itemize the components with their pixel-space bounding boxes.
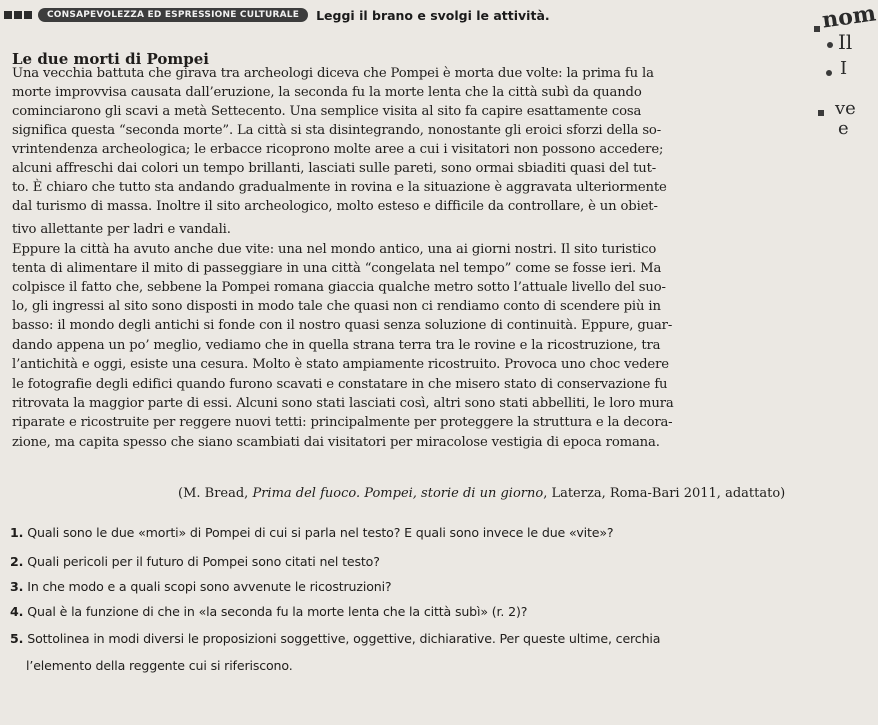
question-item bbox=[10, 604, 527, 619]
margin-fragment: e bbox=[838, 118, 849, 139]
article-line: to. È chiaro che tutto sta andando gradualmente in rovina e la situazione è aggravata ulteriormente bbox=[12, 180, 667, 195]
citation-author: (M. Bread, bbox=[178, 486, 253, 501]
header-squares-icon bbox=[4, 11, 32, 19]
article-line: significa questa “seconda morte”. La città si sta disintegrando, nonostante gli eroici sforzi della so- bbox=[12, 123, 662, 138]
article-line: zione, ma capita spesso che siano scambiati dai visitatori per miracolose vestigia di epoca romana. bbox=[12, 435, 660, 450]
margin-fragment: Il bbox=[838, 30, 853, 54]
article-line: tenta di alimentare il mito di passeggiare in una città “congelata nel tempo” come se fosse ieri. Ma bbox=[12, 261, 662, 276]
margin-dot-icon bbox=[827, 42, 833, 48]
citation-book-title: Prima del fuoco. Pompei, storie di un giorno bbox=[252, 486, 544, 501]
question-continuation bbox=[26, 658, 293, 673]
question-number: 3. bbox=[10, 579, 24, 594]
exercise-header bbox=[4, 6, 550, 24]
question-text: Sottolinea in modi diversi le proposizioni soggettive, oggettive, dichiarative. Per queste ultime, cerchia bbox=[27, 631, 661, 646]
article-line: le fotografie degli edifici quando furono scavati e constatare in che misero stato di conservazione fu bbox=[12, 377, 668, 392]
question-item bbox=[10, 579, 391, 594]
margin-square-icon bbox=[818, 110, 824, 116]
article-line: basso: il mondo degli antichi si fonde con il nostro quasi senza soluzione di continuità. Eppure, guar- bbox=[12, 318, 673, 333]
article-citation bbox=[178, 486, 785, 501]
question-text: In che modo e a quali scopi sono avvenute le ricostruzioni? bbox=[27, 579, 392, 594]
question-item bbox=[10, 631, 660, 646]
article-line: Una vecchia battuta che girava tra archeologi diceva che Pompei è morta due volte: la prima fu la bbox=[12, 66, 654, 81]
article-line: riparate e ricostruite per reggere nuovi tetti: principalmente per proteggere la struttura e la decora- bbox=[12, 415, 673, 430]
question-number: 2. bbox=[10, 554, 24, 569]
margin-square-icon bbox=[814, 26, 820, 32]
article-title: Le due morti di Pompei bbox=[12, 50, 209, 68]
article-line: dando appena un po’ meglio, vediamo che in quella strana terra tra le rovine e la ricostruzione, tra bbox=[12, 338, 661, 353]
margin-dot-icon bbox=[826, 70, 832, 76]
question-number: 1. bbox=[10, 525, 24, 540]
article-line: cominciarono gli scavi a metà Settecento. Una semplice visita al sito fa capire esattamente cosa bbox=[12, 104, 642, 119]
question-text: Quali sono le due «morti» di Pompei di cui si parla nel testo? E quali sono invece le due «vite»? bbox=[27, 525, 614, 540]
question-item bbox=[10, 525, 613, 540]
article-line: morte improvvisa causata dall’eruzione, la seconda fu la morte lenta che la città subì da quando bbox=[12, 85, 642, 100]
article-line: alcuni affreschi dai colori un tempo brillanti, lasciati sulle pareti, sono ormai sbiaditi quasi del tut- bbox=[12, 161, 657, 176]
article-line: l’antichità e oggi, esiste una cesura. Molto è stato ampiamente ricostruito. Provoca uno choc vedere bbox=[12, 357, 669, 372]
question-number: 5. bbox=[10, 631, 24, 646]
article-line: dal turismo di massa. Inoltre il sito archeologico, molto esteso e difficile da controllare, è un obiet- bbox=[12, 199, 658, 214]
article-line: lo, gli ingressi al sito sono disposti in modo tale che quasi non ci rendiamo conto di scendere più in bbox=[12, 299, 661, 314]
article-line: colpisce il fatto che, sebbene la Pompei romana giaccia qualche metro sotto l’attuale livello del suo- bbox=[12, 280, 666, 295]
article-line: ritrovata la maggior parte di essi. Alcuni sono stati lasciati così, altri sono stati abbelliti, le loro mura bbox=[12, 396, 674, 411]
question-text: l’elemento della reggente cui si riferiscono. bbox=[26, 658, 293, 673]
margin-fragment: ve bbox=[835, 98, 856, 119]
question-text: Qual è la funzione di che in «la seconda fu la morte lenta che la città subì» (r. 2)? bbox=[27, 604, 528, 619]
competence-badge: CONSAPEVOLEZZA ED ESPRESSIONE CULTURALE bbox=[38, 8, 308, 22]
question-text: Quali pericoli per il futuro di Pompei sono citati nel testo? bbox=[27, 554, 380, 569]
margin-fragment: nom bbox=[820, 0, 878, 34]
exercise-instruction: Leggi il brano e svolgi le attività. bbox=[316, 7, 550, 23]
article-line: vrintendenza archeologica; le erbacce ricoprono molte aree a cui i visitatori non possono accedere; bbox=[12, 142, 664, 157]
article-line: tivo allettante per ladri e vandali. bbox=[12, 222, 231, 237]
margin-fragment: I bbox=[840, 58, 848, 79]
citation-publisher: , Laterza, Roma-Bari 2011, adattato) bbox=[543, 486, 786, 501]
question-number: 4. bbox=[10, 604, 24, 619]
article-line: Eppure la città ha avuto anche due vite: una nel mondo antico, una ai giorni nostri. Il sito turistico bbox=[12, 242, 657, 257]
question-item bbox=[10, 554, 380, 569]
